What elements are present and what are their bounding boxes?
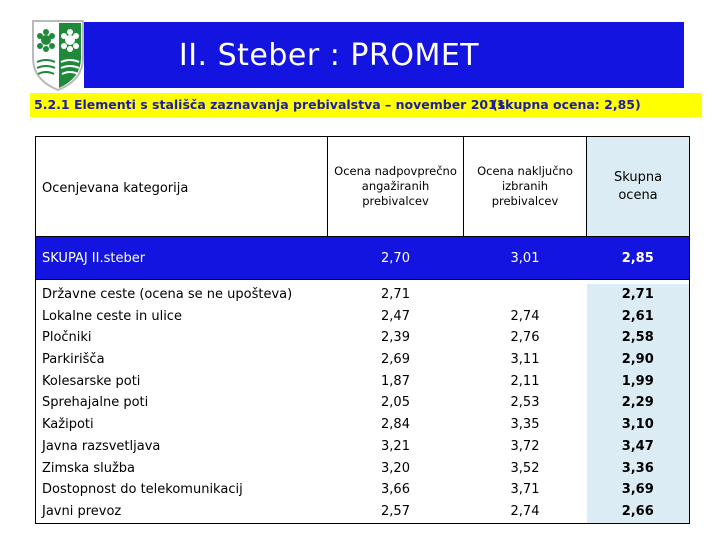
header-above-average-line: Ocena nadpovprečno <box>334 164 457 178</box>
header-random-line: Ocena naključno <box>477 164 573 178</box>
above-average-value: 2,05 <box>381 395 410 411</box>
overall-score-text: (skupna ocena: 2,85) <box>492 97 641 112</box>
total-value: 2,90 <box>621 352 654 368</box>
title-banner <box>84 22 684 88</box>
summary-total: 2,85 <box>587 237 690 280</box>
category-label: Zimska služba <box>42 460 136 476</box>
total-value: 3,69 <box>621 482 654 498</box>
above-average-value: 2,57 <box>381 503 410 519</box>
header-above-average-line: angažiranih <box>361 179 430 193</box>
random-value: 3,72 <box>510 438 540 454</box>
category-column <box>36 284 328 523</box>
total-value: 2,58 <box>621 330 654 346</box>
category-label: Pločniki <box>42 330 92 346</box>
summary-row <box>36 237 690 280</box>
above-average-value: 3,21 <box>381 438 410 454</box>
category-label: Kažipoti <box>42 417 94 433</box>
category-label: Javna razsvetljava <box>42 438 161 454</box>
category-label: Sprehajalne poti <box>42 395 149 411</box>
category-label: Državne ceste (ocena se ne upošteva) <box>42 287 293 302</box>
header-above-average <box>328 137 464 237</box>
random-value: 3,11 <box>510 352 540 368</box>
header-above-average-line: prebivalcev <box>362 194 429 208</box>
header-total <box>587 137 690 237</box>
total-value: 2,61 <box>621 308 654 324</box>
above-average-value: 2,71 <box>381 287 410 302</box>
above-average-value: 2,39 <box>381 330 410 346</box>
above-average-value: 2,69 <box>381 352 410 368</box>
subtitle-banner <box>30 93 702 117</box>
random-value: 2,76 <box>510 330 540 346</box>
coat-of-arms-logo <box>30 18 86 92</box>
random-value: 3,71 <box>510 482 540 498</box>
header-random <box>464 137 587 237</box>
random-value <box>464 284 587 306</box>
total-value: 3,10 <box>621 417 654 433</box>
total-value: 1,99 <box>621 373 654 389</box>
summary-label: SKUPAJ II.steber <box>36 237 328 280</box>
table-header-row <box>36 137 690 237</box>
above-average-value: 3,66 <box>381 482 410 498</box>
above-average-value: 3,20 <box>381 460 410 476</box>
summary-random: 3,01 <box>464 237 587 280</box>
data-rows <box>36 284 690 523</box>
random-value: 2,74 <box>510 503 540 519</box>
subtitle-text: 5.2.1 Elementi s stališča zaznavanja prebivalstva – november 2011 <box>34 97 506 112</box>
above-average-column <box>328 284 464 523</box>
ratings-table <box>35 136 690 524</box>
category-label: Parkirišča <box>42 352 105 368</box>
header-random-line: prebivalcev <box>491 194 559 208</box>
random-value: 2,53 <box>510 395 540 411</box>
summary-above-average: 2,70 <box>328 237 464 280</box>
category-label: Javni prevoz <box>42 503 122 519</box>
header-total-line: Skupna <box>613 169 663 185</box>
random-value: 3,52 <box>510 460 540 476</box>
header-category <box>36 137 328 237</box>
page-title: II. Steber : PROMET <box>178 37 480 73</box>
total-value: 2,29 <box>621 395 654 411</box>
total-value: 2,66 <box>621 503 654 519</box>
header-total-line: ocena <box>618 187 658 203</box>
total-value: 2,71 <box>621 287 654 302</box>
total-value: 3,47 <box>621 438 654 454</box>
category-label: Kolesarske poti <box>42 373 141 389</box>
category-label: Dostopnost do telekomunikacij <box>42 482 243 498</box>
total-value: 3,36 <box>621 460 654 476</box>
random-value: 2,11 <box>510 373 540 389</box>
random-value: 2,74 <box>510 308 540 324</box>
random-value: 3,35 <box>510 417 540 433</box>
above-average-value: 2,84 <box>381 417 410 433</box>
header-category-label: Ocenjevana kategorija <box>42 181 189 196</box>
header-random-line: izbranih <box>501 179 549 193</box>
random-column <box>464 284 587 523</box>
total-column <box>587 284 690 523</box>
category-label: Lokalne ceste in ulice <box>42 308 182 324</box>
above-average-value: 1,87 <box>381 373 410 389</box>
above-average-value: 2,47 <box>381 308 410 324</box>
